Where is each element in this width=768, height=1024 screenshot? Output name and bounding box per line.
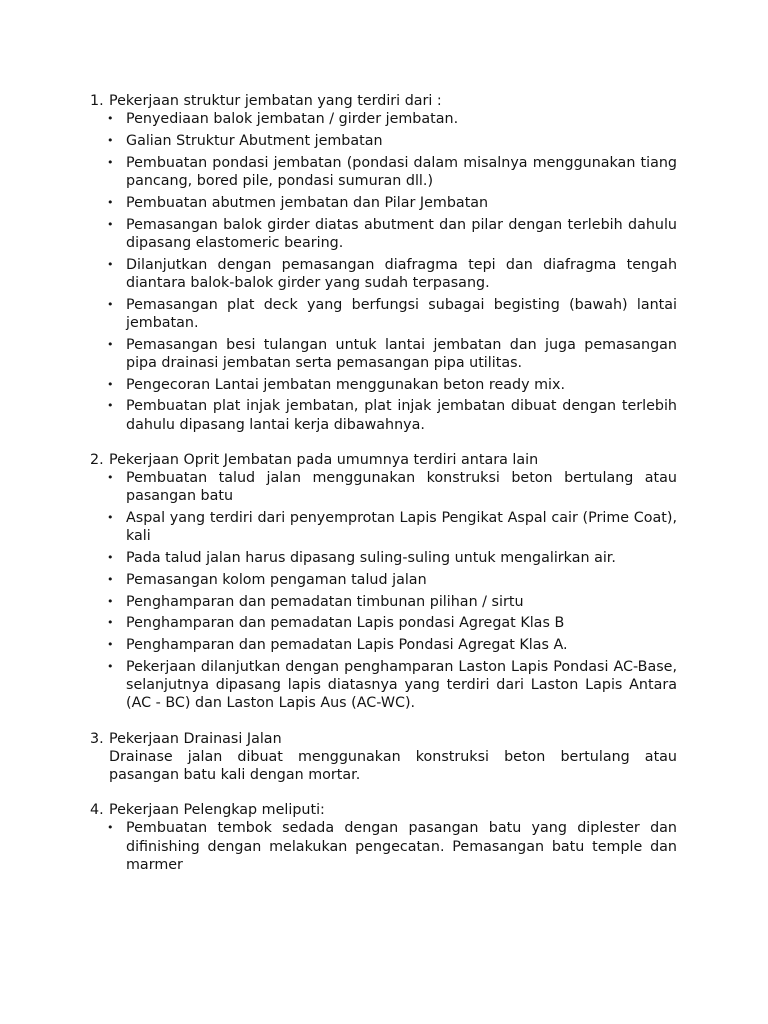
list-item: • Pemasangan kolom pengaman talud jalan [126, 571, 677, 589]
section-number: 3. [90, 730, 104, 747]
section-2 [90, 451, 677, 713]
list-item: • Pengecoran Lantai jembatan menggunakan beton ready mix. [126, 376, 677, 394]
section-heading [90, 730, 677, 748]
list-item: • Penghamparan dan pemadatan Lapis Pondasi Agregat Klas A. [126, 636, 677, 654]
section-3 [90, 730, 677, 785]
section-number: 2. [90, 451, 104, 468]
list-item: • Pembuatan abutmen jembatan dan Pilar Jembatan [126, 194, 677, 212]
section-heading [90, 92, 677, 110]
bullet-list [90, 819, 677, 874]
section-paragraph: Drainase jalan dibuat menggunakan konstruksi beton bertulang atau pasangan batu kali dengan mortar. [109, 748, 677, 783]
section-1 [90, 92, 677, 434]
section-title: Pekerjaan Drainasi Jalan [109, 730, 282, 747]
list-item: • Pembuatan pondasi jembatan (pondasi dalam misalnya menggunakan tiang pancang, bored pile, pondasi sumuran dll.) [126, 154, 677, 190]
list-item: • Galian Struktur Abutment jembatan [126, 132, 677, 150]
section-title: Pekerjaan Pelengkap meliputi: [109, 802, 325, 819]
list-item: • Pemasangan besi tulangan untuk lantai jembatan dan juga pemasangan pipa drainasi jembatan serta pemasangan pipa utilitas. [126, 336, 677, 372]
bullet-list [90, 469, 677, 713]
section-number: 1. [90, 93, 104, 109]
list-item: • Pemasangan balok girder diatas abutment dan pilar dengan terlebih dahulu dipasang elastomeric bearing. [126, 216, 677, 252]
list-item: • Penghamparan dan pemadatan Lapis pondasi Agregat Klas B [126, 614, 677, 632]
list-item: • Pekerjaan dilanjutkan dengan penghamparan Laston Lapis Pondasi AC-Base, selanjutnya dipasang lapis diatasnya yang terdiri dari Laston Lapis Antara (AC - BC) dan Laston Lapis Aus (AC-WC). [126, 658, 677, 713]
section-title: Pekerjaan struktur jembatan yang terdiri dari : [109, 93, 442, 109]
section-heading [90, 451, 677, 469]
list-item: • Penyediaan balok jembatan / girder jembatan. [126, 110, 677, 128]
list-item: • Pemasangan plat deck yang berfungsi subagai begisting (bawah) lantai jembatan. [126, 296, 677, 332]
bullet-list [90, 110, 677, 434]
section-title: Pekerjaan Oprit Jembatan pada umumnya terdiri antara lain [109, 451, 539, 468]
list-item: • Aspal yang terdiri dari penyemprotan Lapis Pengikat Aspal cair (Prime Coat), kali [126, 509, 677, 545]
document-body [90, 92, 677, 891]
list-item: • Pembuatan tembok sedada dengan pasangan batu yang diplester dan difinishing dengan melakukan pengecatan. Pemasangan batu temple dan marmer [126, 819, 677, 874]
list-item: • Penghamparan dan pemadatan timbunan pilihan / sirtu [126, 593, 677, 611]
section-heading [90, 801, 677, 819]
section-number: 4. [90, 802, 104, 819]
section-4 [90, 801, 677, 874]
list-item: • Pembuatan plat injak jembatan, plat injak jembatan dibuat dengan terlebih dahulu dipasang lantai kerja dibawahnya. [126, 397, 677, 433]
list-item: • Pada talud jalan harus dipasang suling-suling untuk mengalirkan air. [126, 549, 677, 567]
list-item: • Dilanjutkan dengan pemasangan diafragma tepi dan diafragma tengah diantara balok-balok girder yang sudah terpasang. [126, 256, 677, 292]
list-item: • Pembuatan talud jalan menggunakan konstruksi beton bertulang atau pasangan batu [126, 469, 677, 505]
